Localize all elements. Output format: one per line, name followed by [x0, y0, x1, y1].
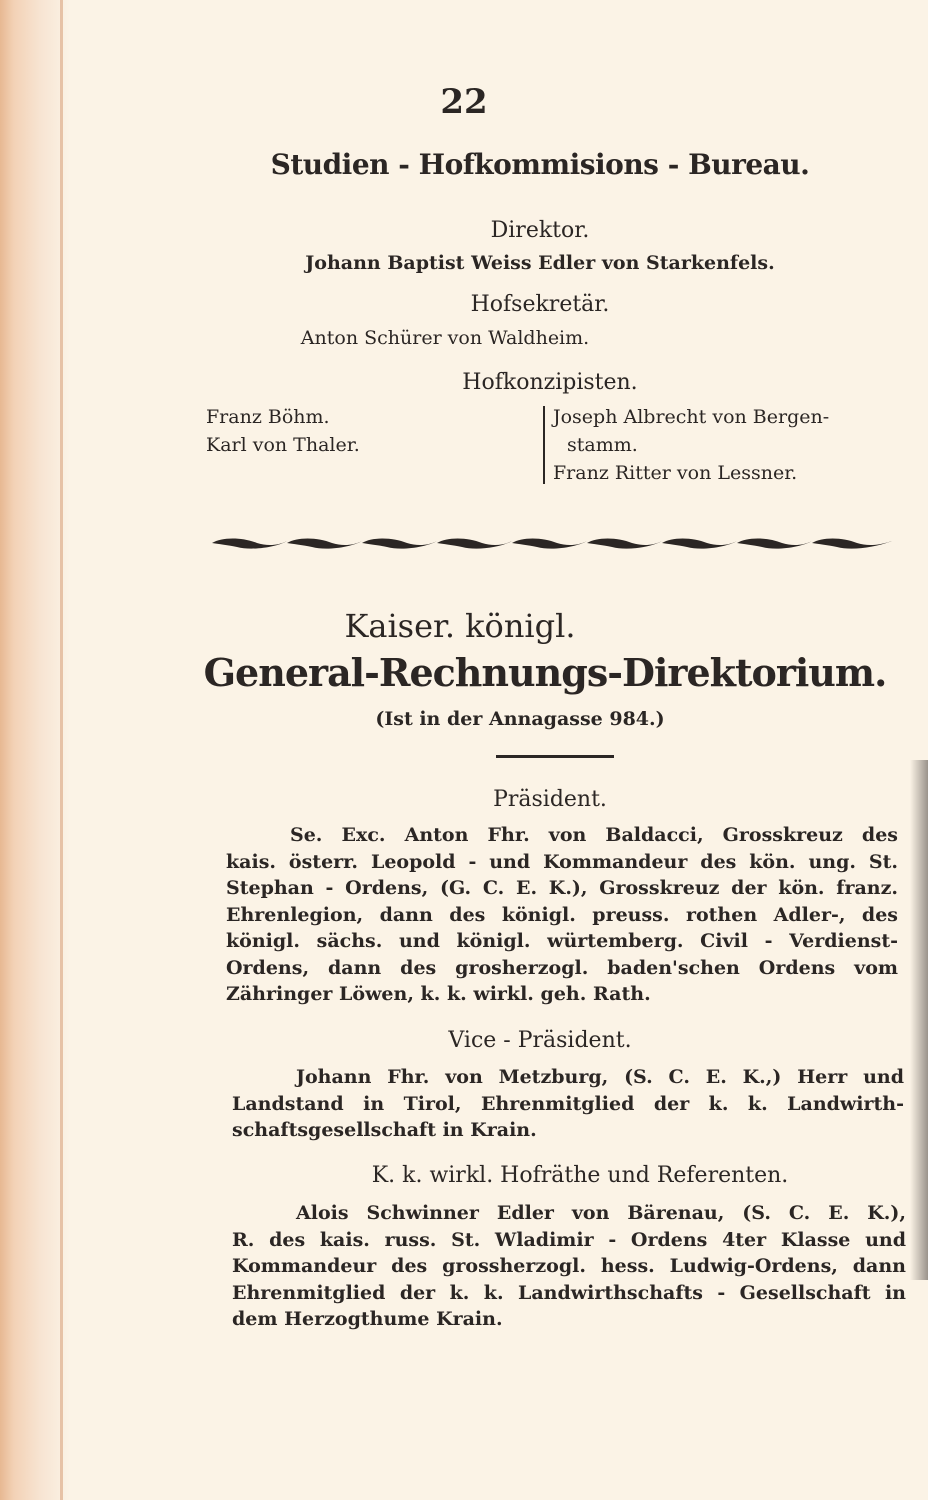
paragraph-line: Se. Exc. Anton Fhr. von Baldacci, Grosskreuz des	[290, 824, 898, 846]
paragraph-line: schaftsgesellschaft in Krain.	[232, 1119, 537, 1141]
paragraph-line: Ehrenlegion, dann des königl. preuss. rothen Adler-, des	[226, 903, 898, 926]
vice-president-paragraph	[232, 1064, 904, 1144]
book-crease	[60, 0, 63, 1500]
konzipisten-left-column	[206, 403, 526, 459]
hofraethe-heading: K. k. wirkl. Hofräthe und Referenten.	[371, 1163, 789, 1188]
short-divider	[496, 755, 614, 758]
paragraph-line: Landstand in Tirol, Ehrenmitglied der k. k. Landwirth-	[232, 1092, 904, 1115]
paragraph-line: dem Herzogthume Krain.	[232, 1308, 503, 1330]
paragraph-line: Stephan - Ordens, (G. C. E. K.), Grosskreuz der kön. franz.	[226, 877, 898, 899]
decorative-rule-ornament	[212, 531, 892, 555]
paragraph-line: R. des kais. russ. St. Wladimir - Ordens 4ter Klasse und	[232, 1228, 906, 1251]
konzipist-name-continuation: stamm.	[567, 434, 638, 456]
director-name: Johann Baptist Weiss Edler von Starkenfels.	[305, 252, 775, 274]
section-title-studien-bureau: Studien - Hofkommisions - Bureau.	[270, 148, 810, 181]
column-bracket	[543, 406, 545, 484]
section-title-general-rechnungs-direktorium: General-Rechnungs-Direktorium.	[203, 650, 887, 695]
paragraph-line: Ordens, dann des grosherzogl. baden'schen Ordens vom	[226, 956, 898, 979]
secretary-name: Anton Schürer von Waldheim.	[300, 327, 590, 349]
paragraph-line: Johann Fhr. von Metzburg, (S. C. E. K.,) Herr und	[296, 1066, 904, 1088]
binding-shadow	[910, 760, 928, 1280]
president-heading: Präsident.	[493, 787, 607, 812]
director-heading: Direktor.	[490, 218, 590, 243]
section-subtitle-kaiser-koenigl: Kaiser. königl.	[344, 607, 576, 645]
vice-president-heading: Vice - Präsident.	[448, 1028, 632, 1053]
paragraph-line: Kommandeur des grossherzogl. hess. Ludwig-Ordens, dann	[232, 1255, 906, 1277]
address-note: (Ist in der Annagasse 984.)	[375, 708, 665, 730]
paragraph-line: kais. österr. Leopold - und Kommandeur des kön. ung. St.	[226, 850, 898, 873]
konzipist-name: Joseph Albrecht von Bergen-	[553, 406, 830, 428]
hofraethe-paragraph	[232, 1200, 906, 1333]
paragraph-line: königl. sächs. und königl. würtemberg. Civil - Verdienst-	[226, 930, 898, 952]
konzipisten-right-column	[553, 403, 903, 487]
page-number: 22	[440, 82, 488, 122]
paragraph-line: Alois Schwinner Edler von Bärenau, (S. C. E. K.),	[296, 1202, 906, 1224]
president-paragraph	[226, 822, 898, 1008]
konzipist-name: Karl von Thaler.	[206, 434, 360, 456]
konzipist-name: Franz Ritter von Lessner.	[553, 462, 798, 484]
secretary-heading: Hofsekretär.	[470, 292, 610, 317]
konzipisten-heading: Hofkonzipisten.	[462, 370, 638, 395]
paragraph-line: Zähringer Löwen, k. k. wirkl. geh. Rath.	[226, 983, 651, 1005]
konzipist-name: Franz Böhm.	[206, 406, 330, 428]
paragraph-line: Ehrenmitglied der k. k. Landwirthschafts - Gesellschaft in	[232, 1281, 906, 1304]
